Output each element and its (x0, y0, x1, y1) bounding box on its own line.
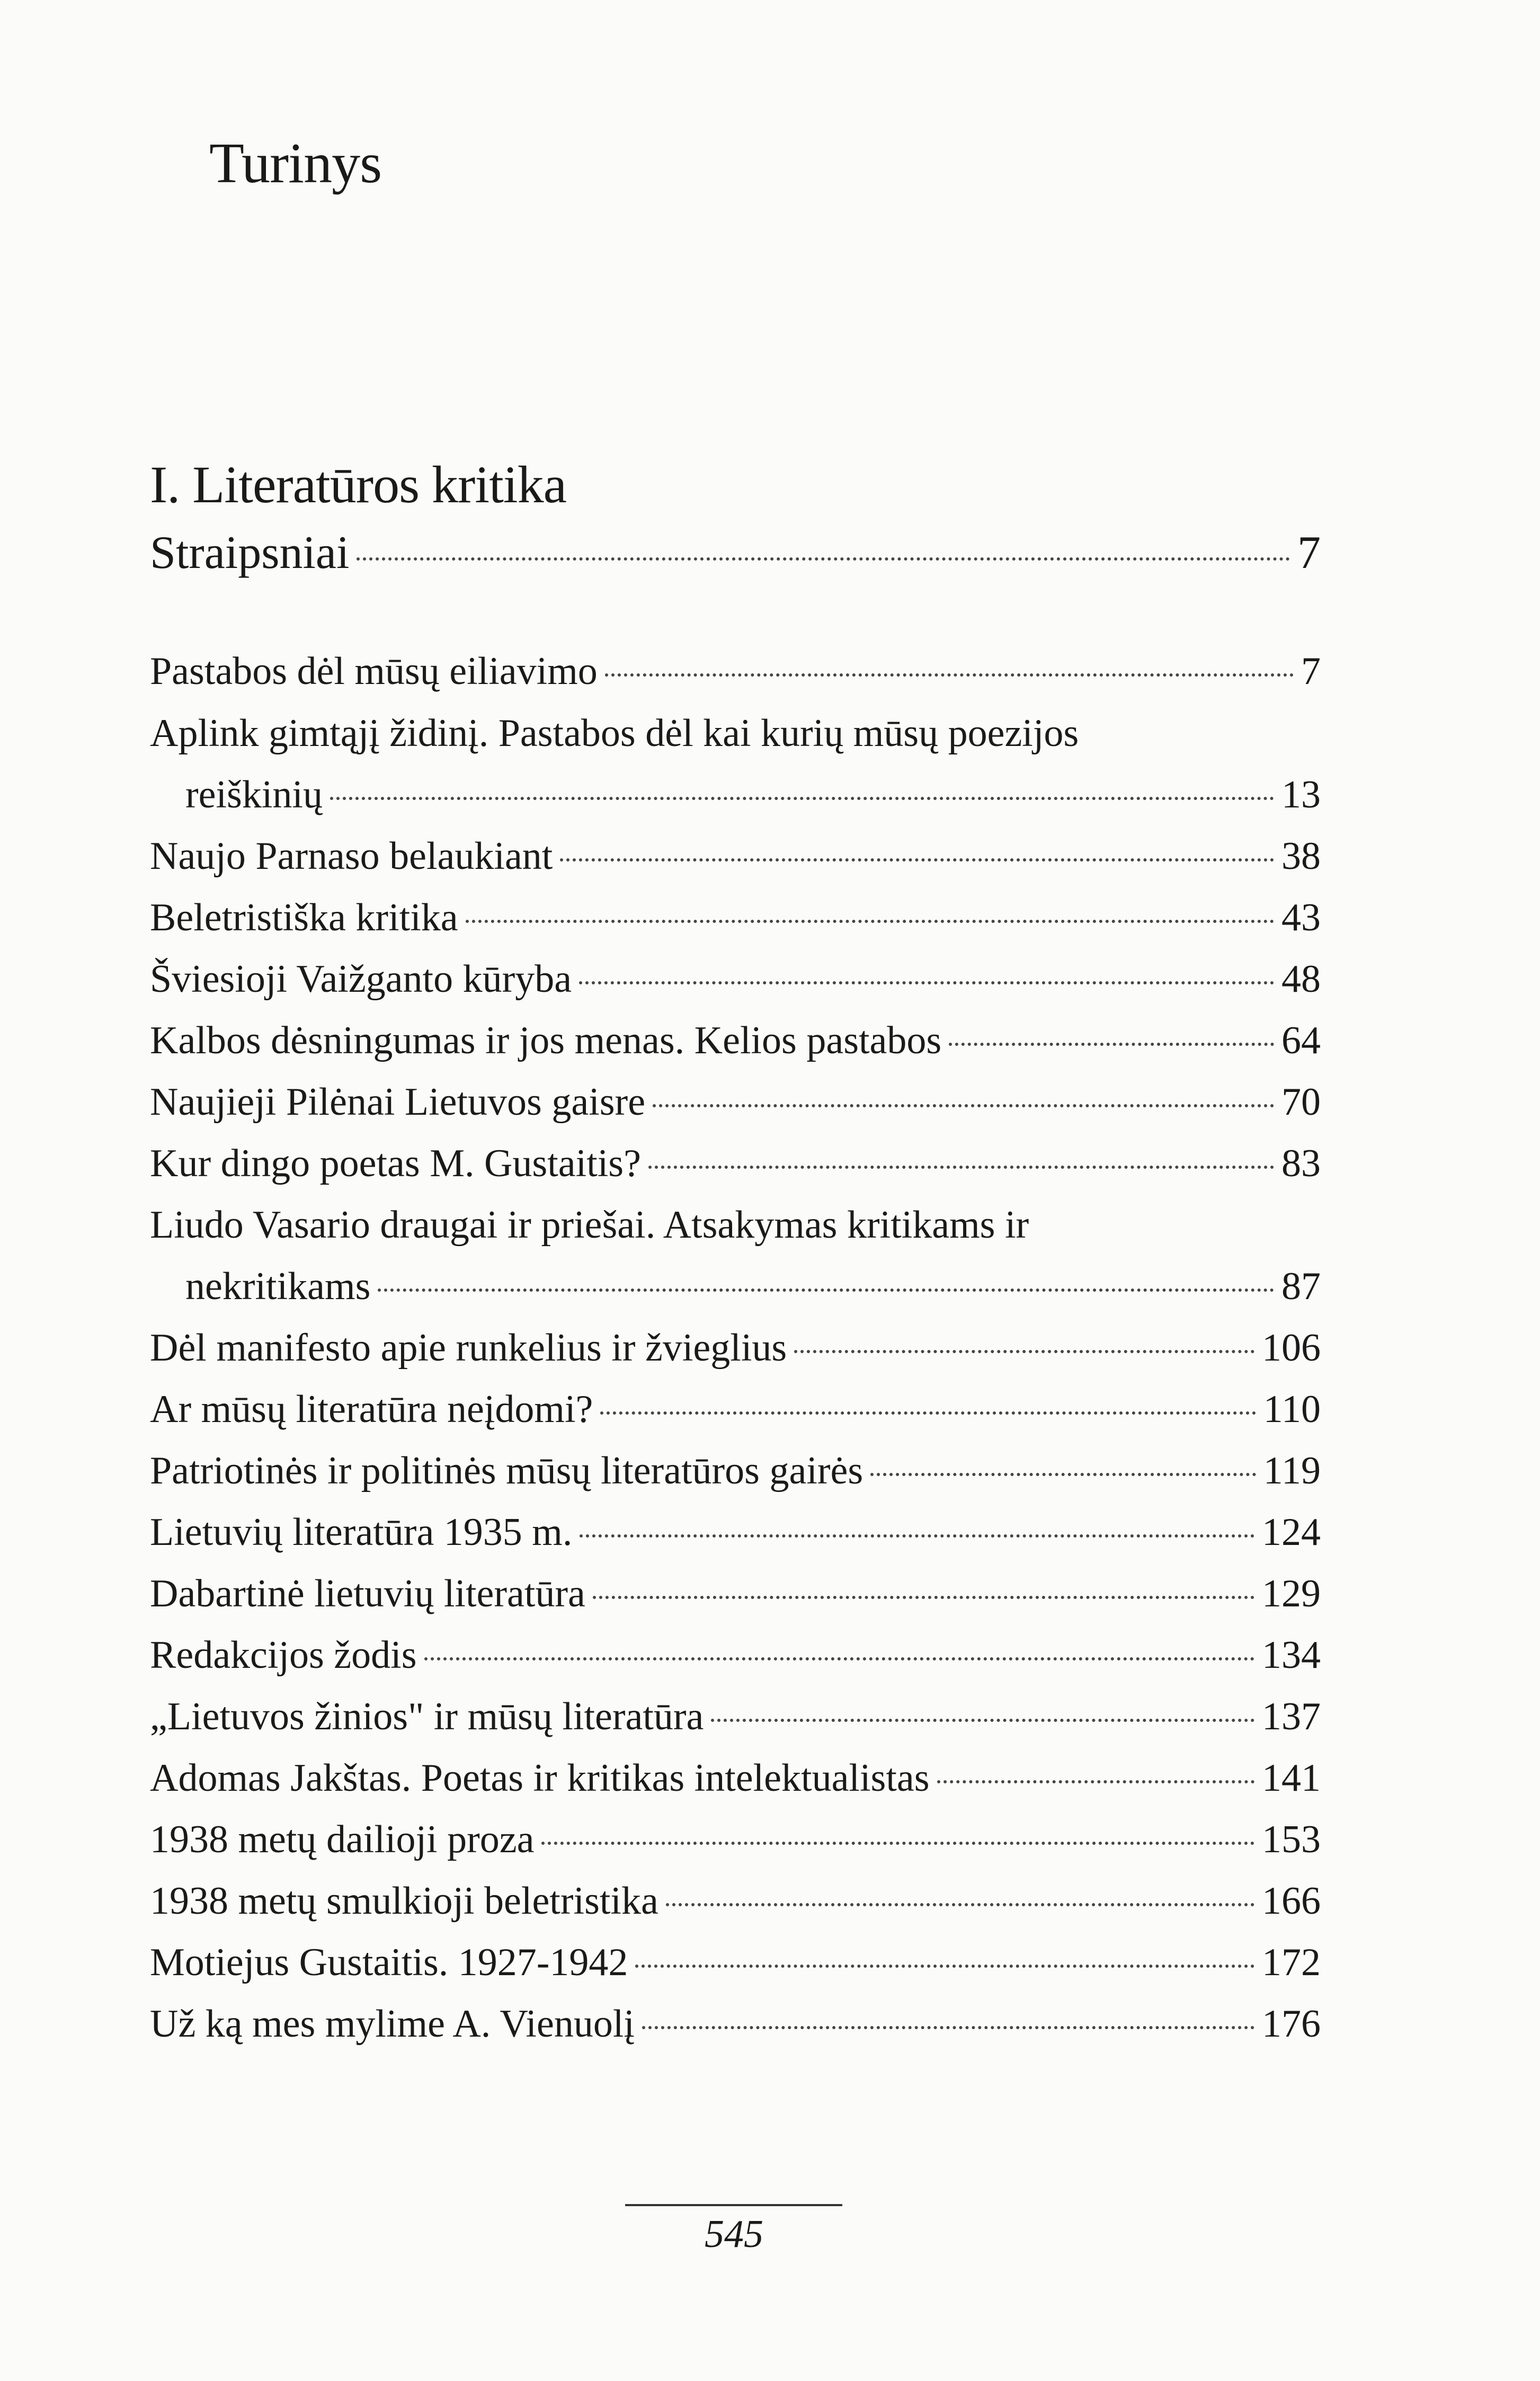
toc-entry (150, 1697, 1321, 1736)
toc-leader-dots (937, 1780, 1254, 1783)
toc-entry-title: Kur dingo poetas M. Gustaitis? (150, 1142, 641, 1185)
toc-entry-page: 110 (1263, 1388, 1321, 1431)
toc-entry-title: Dabartinė lietuvių literatūra (150, 1572, 585, 1615)
toc-entry-title: Pastabos dėl mūsų eiliavimo (150, 650, 598, 693)
toc-entry (150, 898, 1321, 937)
toc-leader-dots (605, 673, 1294, 677)
toc-entry (150, 1881, 1321, 1921)
toc-entry-page: 43 (1281, 896, 1321, 939)
toc-entry-title: Motiejus Gustaitis. 1927-1942 (150, 1941, 628, 1984)
toc-entry (150, 1513, 1321, 1552)
toc-entry-page: 153 (1262, 1818, 1321, 1861)
toc-leader-dots (711, 1719, 1254, 1722)
toc-entry-title: Aplink gimtąjį židinį. Pastabos dėl kai kurių mūsų poezijos (150, 712, 1079, 755)
footer-rule (625, 2204, 842, 2206)
toc-leader-dots (648, 1166, 1274, 1169)
toc-leader-dots (330, 797, 1274, 800)
toc-leader-dots (378, 1289, 1274, 1292)
toc-entry-page: 129 (1262, 1572, 1321, 1615)
toc-entry (150, 1326, 1321, 1370)
toc-entry-page: 87 (1281, 1265, 1321, 1308)
toc-entry-title: Kalbos dėsningumas ir jos menas. Kelios pastabos (150, 1019, 942, 1062)
toc-entry (150, 1633, 1321, 1677)
toc-entry-page: 38 (1281, 834, 1321, 878)
toc-entry-title: „Lietuvos žinios" ir mūsų literatūra (150, 1695, 704, 1738)
toc-entry (150, 834, 1321, 878)
page-title: Turinys (209, 132, 382, 195)
toc-leader-dots (560, 858, 1274, 861)
toc-entry-title: Liudo Vasario draugai ir priešai. Atsakymas kritikams ir (150, 1203, 1029, 1247)
toc-entry-continuation (185, 775, 1321, 814)
toc-entry-title: Ar mūsų literatūra neįdomi? (150, 1388, 593, 1431)
toc-entry-page: 13 (1281, 773, 1321, 816)
toc-entry (150, 1144, 1321, 1183)
toc-leader-dots (579, 981, 1274, 984)
toc-leader-dots (541, 1842, 1254, 1845)
toc-entry (150, 959, 1321, 999)
toc-entry-title: Naujo Parnaso belaukiant (150, 834, 553, 878)
toc-entry (150, 714, 1321, 753)
toc-entry-title: Šviesioji Vaižganto kūryba (150, 957, 572, 1001)
toc-leader-dots (642, 2026, 1254, 2029)
toc-entry-page: 7 (1301, 650, 1321, 693)
toc-entry-title: Lietuvių literatūra 1935 m. (150, 1511, 573, 1554)
toc-entry (150, 1082, 1321, 1122)
toc-entry-title-cont: reiškinių (185, 773, 323, 816)
toc-leader-dots (580, 1534, 1254, 1538)
toc-leader-dots (466, 920, 1274, 923)
toc-entry-page: 83 (1281, 1142, 1321, 1185)
toc-entry-page: 48 (1281, 957, 1321, 1001)
toc-entry-page: 141 (1262, 1756, 1321, 1800)
toc-entry (150, 1451, 1321, 1490)
toc-entry-page: 172 (1262, 1941, 1321, 1984)
toc-entry (150, 1820, 1321, 1859)
toc-entry-title: Adomas Jakštas. Poetas ir kritikas intelektualistas (150, 1756, 930, 1800)
toc-entry (150, 1390, 1321, 1429)
toc-leader-dots (653, 1104, 1274, 1107)
toc-entry (150, 1758, 1321, 1798)
toc-entry-title: Beletristiška kritika (150, 896, 458, 939)
toc-entry-continuation (185, 1267, 1321, 1306)
toc-entry (150, 2004, 1321, 2044)
toc-leader-dots (666, 1903, 1254, 1906)
toc-entry-page: 70 (1281, 1080, 1321, 1124)
toc-entry (150, 1205, 1321, 1245)
toc-entry (150, 1943, 1321, 1982)
toc-entry-page: 176 (1262, 2002, 1321, 2046)
toc-entry-title: 1938 metų dailioji proza (150, 1818, 535, 1861)
toc-leader-dots (635, 1965, 1254, 1968)
toc-entry-page: 134 (1262, 1633, 1321, 1677)
toc-entry (150, 1574, 1321, 1613)
toc-entry-page: 106 (1262, 1326, 1321, 1370)
page-number: 545 (705, 2213, 763, 2256)
toc-leader-dots (593, 1596, 1254, 1599)
toc-leader-dots (870, 1473, 1256, 1476)
toc-entry-page: 166 (1262, 1879, 1321, 1923)
toc-entry-title: Naujieji Pilėnai Lietuvos gaisre (150, 1080, 646, 1124)
toc-entry-title: 1938 metų smulkioji beletristika (150, 1879, 658, 1923)
toc-entry-page: 124 (1262, 1511, 1321, 1554)
toc-section-title: Straipsniai (150, 527, 350, 579)
toc-page-number: 7 (1297, 527, 1321, 579)
part-title: I. Literatūros kritika (150, 455, 567, 514)
toc-entry-title-cont: nekritikams (185, 1265, 371, 1308)
toc-section-straipsniai (150, 527, 1321, 579)
toc-entry-title: Dėl manifesto apie runkelius ir žvieglius (150, 1326, 787, 1370)
toc-entry (150, 1021, 1321, 1060)
toc-entry-page: 137 (1262, 1695, 1321, 1738)
toc-leader-dots (600, 1411, 1256, 1415)
toc-leader-dots (357, 557, 1290, 561)
toc-leader-dots (794, 1350, 1254, 1353)
toc-entry-page: 119 (1263, 1449, 1321, 1492)
toc-entry-title: Už ką mes mylime A. Vienuolį (150, 2002, 635, 2046)
toc-leader-dots (949, 1043, 1274, 1046)
toc-entry-title: Redakcijos žodis (150, 1633, 417, 1677)
toc-entry (150, 652, 1321, 691)
toc-leader-dots (424, 1657, 1254, 1660)
toc-entry-page: 64 (1281, 1019, 1321, 1062)
toc-entry-title: Patriotinės ir politinės mūsų literatūros gairės (150, 1449, 864, 1492)
